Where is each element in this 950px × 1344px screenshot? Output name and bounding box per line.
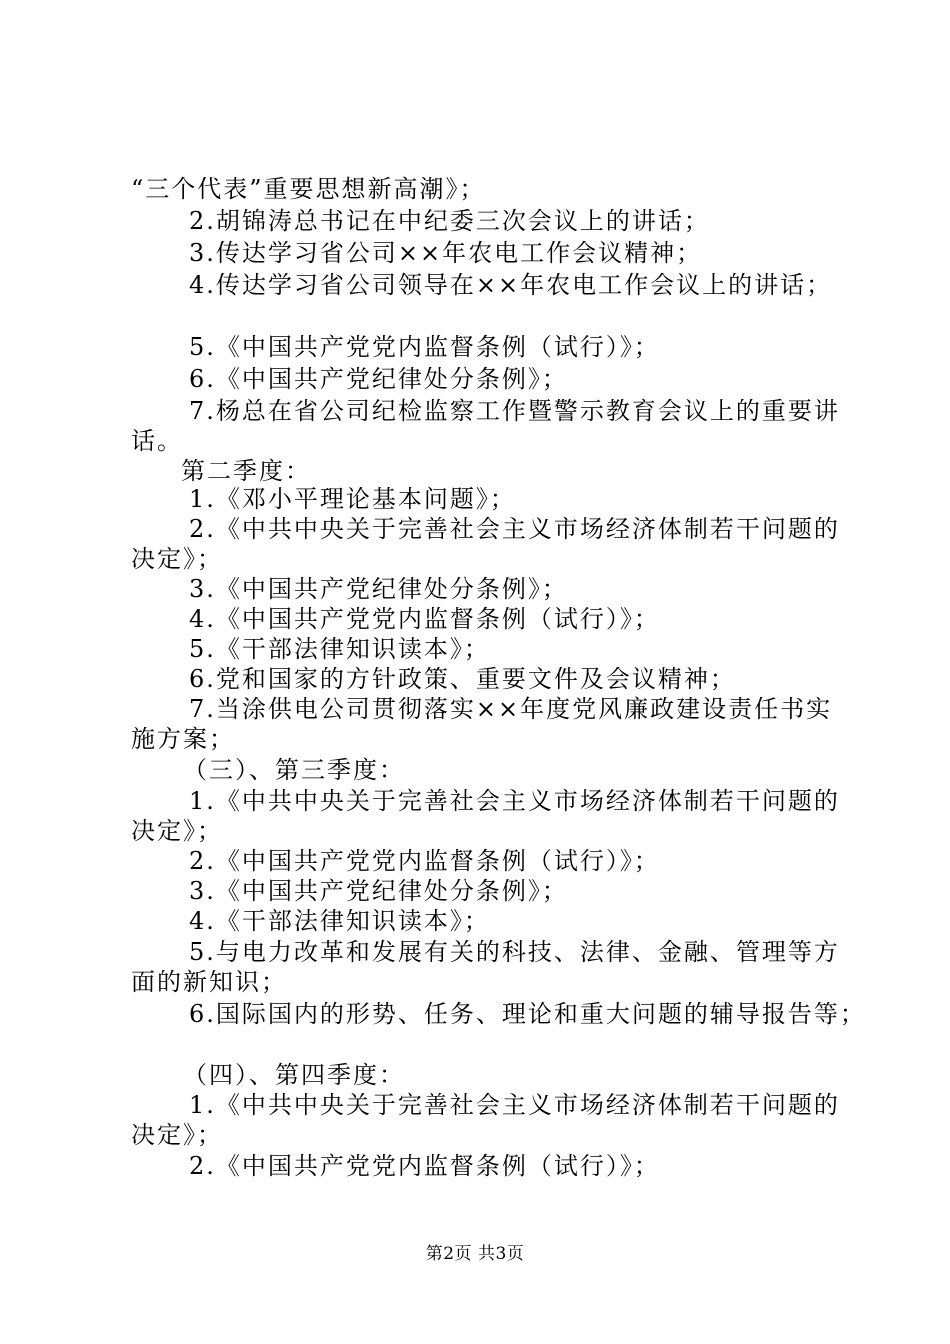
text-line: 3.《中国共产党纪律处分条例》；: [189, 575, 568, 603]
text-line: 2.《中国共产党党内监督条例（试行）》；: [189, 1152, 660, 1180]
text-line: 7.杨总在省公司纪检监察工作暨警示教育会议上的重要讲: [189, 397, 840, 425]
text-line: 5.《中国共产党党内监督条例（试行）》；: [189, 333, 660, 361]
text-line: 4.传达学习省公司领导在××年农电工作会议上的讲话；: [189, 271, 833, 299]
section-heading: （三）、第三季度：: [183, 756, 405, 784]
text-line: 4.《干部法律知识读本》；: [189, 907, 490, 935]
text-line: 决定》；: [131, 817, 223, 845]
text-line: 2.胡锦涛总书记在中纪委三次会议上的讲话；: [189, 207, 710, 235]
text-line: 6.《中国共产党纪律处分条例》；: [189, 365, 568, 393]
text-line: 决定》；: [131, 1121, 223, 1149]
text-line: 2.《中国共产党党内监督条例（试行）》；: [189, 847, 660, 875]
text-line: 1.《中共中央关于完善社会主义市场经济体制若干问题的: [189, 787, 840, 815]
page-number: 第2页 共3页: [425, 1244, 525, 1264]
text-line: 决定》；: [131, 545, 223, 573]
text-line: 施方案；: [131, 725, 235, 753]
text-line: 4.《中国共产党党内监督条例（试行）》；: [189, 605, 660, 633]
text-line: 6.党和国家的方针政策、重要文件及会议精神；: [189, 665, 736, 693]
text-line: 话。: [131, 427, 183, 455]
text-line: 7.当涂供电公司贯彻落实××年度党风廉政建设责任书实: [189, 695, 833, 723]
text-line: 2.《中共中央关于完善社会主义市场经济体制若干问题的: [189, 515, 840, 543]
text-line: 6.国际国内的形势、任务、理论和重大问题的辅导报告等；: [189, 1000, 866, 1028]
text-line: 5.《干部法律知识读本》；: [189, 635, 490, 663]
text-line: 3.传达学习省公司××年农电工作会议精神；: [189, 239, 703, 267]
text-line: 1.《中共中央关于完善社会主义市场经济体制若干问题的: [189, 1091, 840, 1119]
text-line: 1.《邓小平理论基本问题》；: [189, 485, 516, 513]
section-heading: 第二季度：: [181, 457, 311, 485]
text-line: 5.与电力改革和发展有关的科技、法律、金融、管理等方: [189, 938, 840, 966]
text-line: 面的新知识；: [131, 968, 287, 996]
text-line: 3.《中国共产党纪律处分条例》；: [189, 877, 568, 905]
text-line: “三个代表”重要思想新高潮》；: [131, 175, 486, 203]
section-heading: （四）、第四季度：: [183, 1061, 405, 1089]
